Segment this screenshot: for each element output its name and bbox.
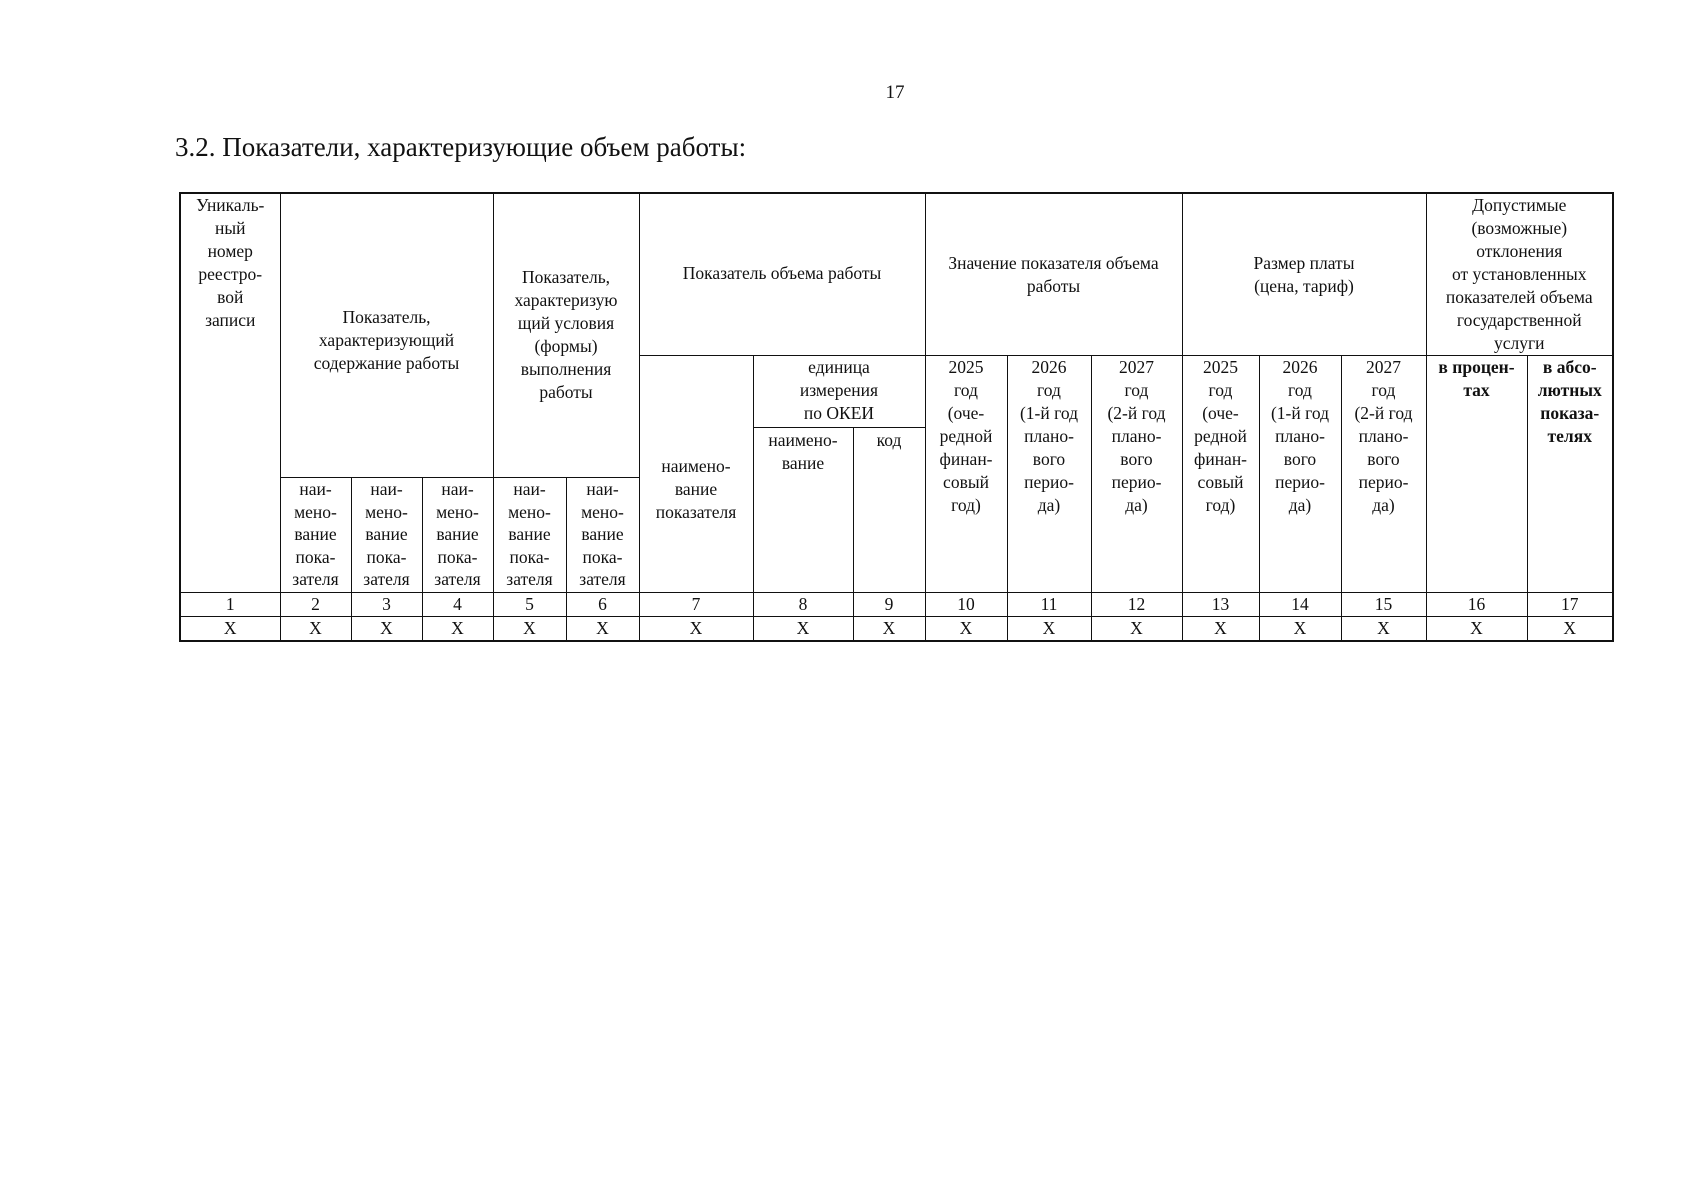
column-number: 7 [639,593,753,617]
header-value-2025: 2025 год (оче- редной финан- совый год) [925,356,1007,593]
table-cell: Х [1259,617,1341,642]
header-content-sub-1: наи- мено- вание пока- зателя [280,478,351,593]
column-number: 14 [1259,593,1341,617]
header-unit-okei: единица измерения по ОКЕИ [753,356,925,428]
table-cell: Х [1091,617,1182,642]
column-number: 5 [493,593,566,617]
header-in-absolute: в абсо- лютных показа- телях [1527,356,1613,593]
column-number: 12 [1091,593,1182,617]
table-cell: Х [753,617,853,642]
table-cell: Х [422,617,493,642]
table-cell: Х [280,617,351,642]
table-cell: Х [925,617,1007,642]
table-cell: Х [493,617,566,642]
column-number: 6 [566,593,639,617]
column-number: 3 [351,593,422,617]
header-unit-code: код [853,428,925,593]
header-value-2026: 2026 год (1-й год плано- вого перио- да) [1007,356,1091,593]
table-cell: Х [566,617,639,642]
column-number-row [180,593,1613,617]
column-number: 13 [1182,593,1259,617]
header-unit-name: наимено- вание [753,428,853,593]
table-cell: Х [1341,617,1426,642]
header-fee-2025: 2025 год (оче- редной финан- совый год) [1182,356,1259,593]
table-cell: Х [853,617,925,642]
column-number: 16 [1426,593,1527,617]
column-number: 8 [753,593,853,617]
table-row [180,617,1613,642]
column-number: 10 [925,593,1007,617]
header-fee-2026: 2026 год (1-й год плано- вого перио- да) [1259,356,1341,593]
header-volume-value: Значение показателя объема работы [925,193,1182,356]
table-cell: Х [1527,617,1613,642]
header-volume-indicator: Показатель объема работы [639,193,925,356]
header-row-1 [180,193,1613,356]
table-cell: Х [639,617,753,642]
column-number: 11 [1007,593,1091,617]
header-unique-number: Уникаль- ный номер реестро- вой записи [180,193,280,593]
header-content-sub-2: наи- мено- вание пока- зателя [351,478,422,593]
header-deviation: Допустимые (возможные) отклонения от установленных показателей объема государственной услуги [1426,193,1613,356]
header-in-percent: в процен- тах [1426,356,1527,593]
table-cell: Х [1007,617,1091,642]
header-condition-sub-2: наи- мено- вание пока- зателя [566,478,639,593]
column-number: 17 [1527,593,1613,617]
column-number: 15 [1341,593,1426,617]
section-heading: 3.2. Показатели, характеризующие объем работы: [175,132,747,162]
table-cell: Х [351,617,422,642]
header-condition-indicator: Показатель, характеризую щий условия (формы) выполнения работы [493,193,639,478]
table-cell: Х [1426,617,1527,642]
header-condition-sub-1: наи- мено- вание пока- зателя [493,478,566,593]
header-value-2027: 2027 год (2-й год плано- вого перио- да) [1091,356,1182,593]
column-number: 1 [180,593,280,617]
table-cell: Х [180,617,280,642]
page-number: 17 [885,82,905,103]
header-fee: Размер платы (цена, тариф) [1182,193,1426,356]
header-fee-2027: 2027 год (2-й год плано- вого перио- да) [1341,356,1426,593]
column-number: 4 [422,593,493,617]
volume-indicators-table [179,192,1614,642]
column-number: 9 [853,593,925,617]
table-cell: Х [1182,617,1259,642]
header-content-indicator: Показатель, характеризующий содержание работы [280,193,493,478]
column-number: 2 [280,593,351,617]
header-indicator-name: наимено- вание показателя [639,356,753,593]
header-content-sub-3: наи- мено- вание пока- зателя [422,478,493,593]
volume-table-container [179,192,1614,642]
